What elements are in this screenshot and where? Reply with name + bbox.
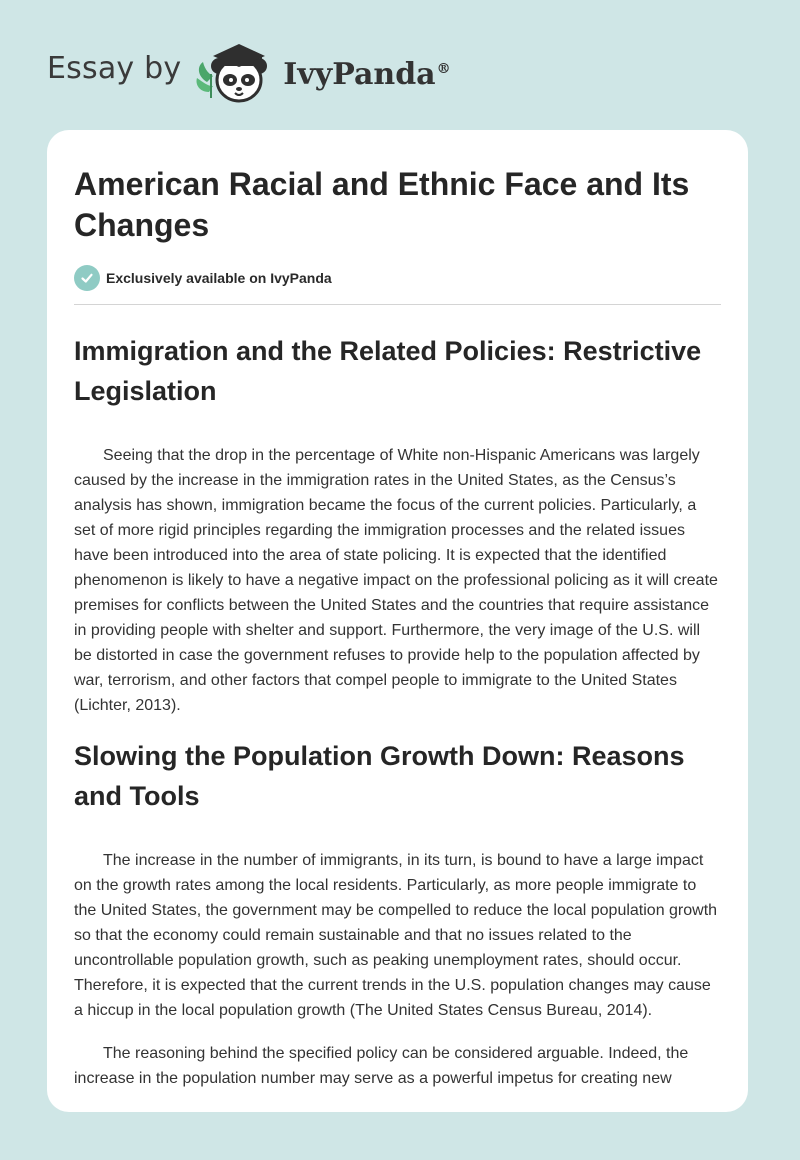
section-immigration [74, 331, 721, 718]
brand-name: IvyPanda® [283, 56, 451, 92]
section-heading: Immigration and the Related Policies: Restrictive Legislation [74, 336, 702, 406]
section-heading: Slowing the Population Growth Down: Reasons and Tools [74, 741, 685, 811]
panda-graduate-icon [191, 36, 279, 108]
paragraph: The reasoning behind the specified policy can be considered arguable. Indeed, the increase in the population number may serve as a powerful impetus for creating new [74, 1045, 689, 1087]
divider [74, 304, 721, 305]
paragraph: Seeing that the drop in the percentage of White non-Hispanic Americans was largely caused by the increase in the immigration rates in the United States, as the Census’s analysis has shown, immigration became the focus of the current policies. Particularly, a set of more rigid principles regarding the immigration processes and the related issues have been introduced into the area of state policing. It is expected that the identified phenomenon is likely to have a negative impact on the professional policing as it will create premises for conflicts between the United States and the countries that require assistance in providing people with shelter and support. Furthermore, the very image of the U.S. will be distorted in case the government refuses to provide help to the population affected by war, terrorism, and other factors that compel people to immigrate to the United States (Lichter, 2013). [74, 447, 718, 714]
article-card [47, 130, 748, 1112]
check-circle-icon [74, 265, 100, 291]
section-population-growth [74, 736, 721, 1091]
article-title: American Racial and Ethnic Face and Its Changes [74, 166, 690, 243]
exclusive-label: Exclusively available on IvyPanda [106, 270, 332, 286]
paragraph: The increase in the number of immigrants, in its turn, is bound to have a large impact on the growth rates among the local residents. Particularly, as more people immigrate to the United States, the government may be compelled to reduce the local population growth so that the economy could remain sustainable and that no issues related to the uncontrollable population growth, such as peaking unemployment rates, should occur. Therefore, it is expected that the current trends in the U.S. population changes may cause a hiccup in the local population growth (The United States Census Bureau, 2014). [74, 852, 718, 1019]
brand-prefix: Essay by [47, 50, 182, 86]
exclusive-badge [74, 265, 721, 291]
brand-header[interactable] [47, 36, 451, 108]
